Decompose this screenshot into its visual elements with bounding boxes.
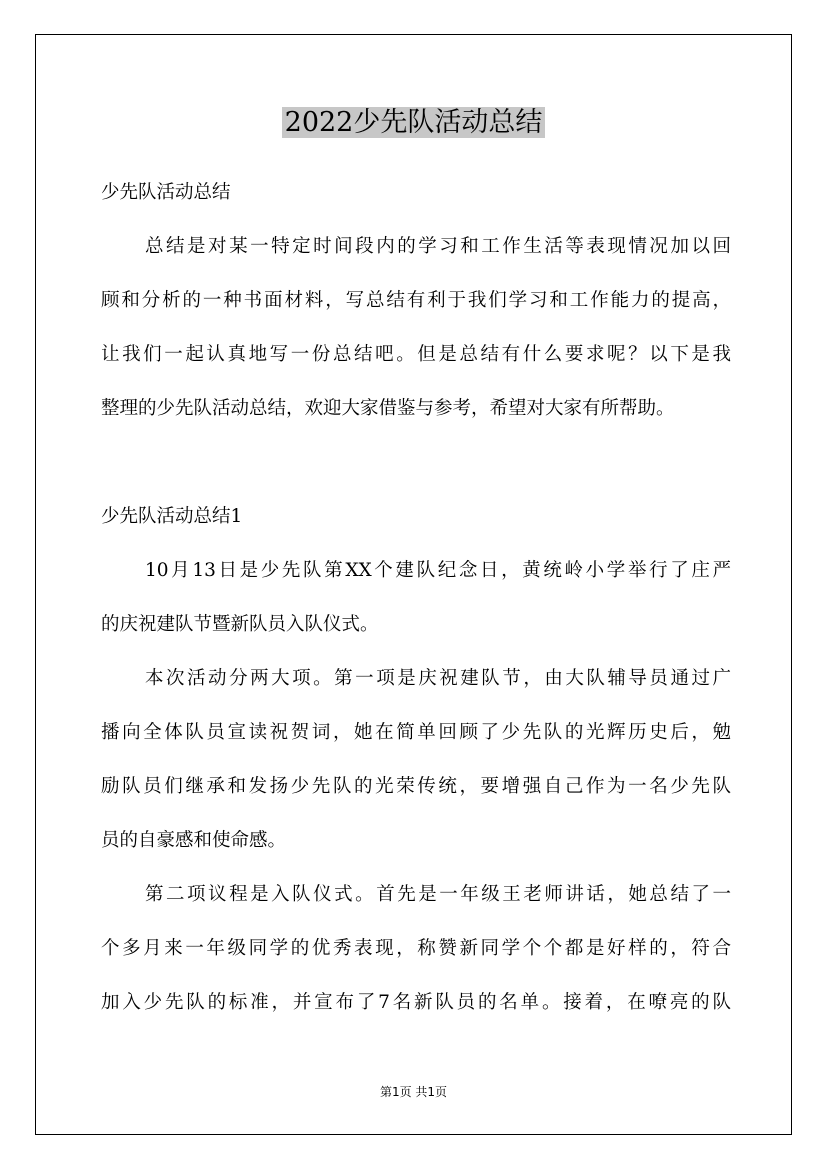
paragraph-line: 的庆祝建队节暨新队员入队仪式。 <box>101 614 379 635</box>
paragraph-line: 第二项议程是入队仪式。首先是一年级王老师讲话，她总结了一 <box>145 884 731 905</box>
page-number: 第1页 共1页 <box>379 1085 448 1099</box>
paragraph-line: 励队员们继承和发扬少先队的光荣传统，要增强自己作为一名少先队 <box>101 776 731 797</box>
paragraph-line: 播向全体队员宣读祝贺词，她在简单回顾了少先队的光辉历史后，勉 <box>101 722 731 743</box>
intro-line: 让我们一起认真地写一份总结吧。但是总结有什么要求呢？以下是我 <box>101 344 731 365</box>
paragraph-line: 本次活动分两大项。第一项是庆祝建队节，由大队辅导员通过广 <box>145 668 731 689</box>
document-title <box>0 104 827 142</box>
intro-line: 总结是对某一特定时间段内的学习和工作生活等表现情况加以回 <box>145 236 731 257</box>
paragraph-line: 加入少先队的标准，并宣布了7名新队员的名单。接着，在嘹亮的队 <box>101 992 731 1013</box>
paragraph-line: 个多月来一年级同学的优秀表现，称赞新同学个个都是好样的，符合 <box>101 938 731 959</box>
document-title-text: 2022少先队活动总结 <box>282 107 546 138</box>
intro-line: 整理的少先队活动总结，欢迎大家借鉴与参考，希望对大家有所帮助。 <box>101 398 675 419</box>
intro-heading: 少先队活动总结 <box>101 182 231 203</box>
paragraph-line: 员的自豪感和使命感。 <box>101 830 287 851</box>
intro-line: 顾和分析的一种书面材料，写总结有利于我们学习和工作能力的提高， <box>101 290 731 311</box>
paragraph-line: 10月13日是少先队第XX个建队纪念日，黄统岭小学举行了庄严 <box>145 560 731 581</box>
section-heading: 少先队活动总结1 <box>101 506 243 527</box>
